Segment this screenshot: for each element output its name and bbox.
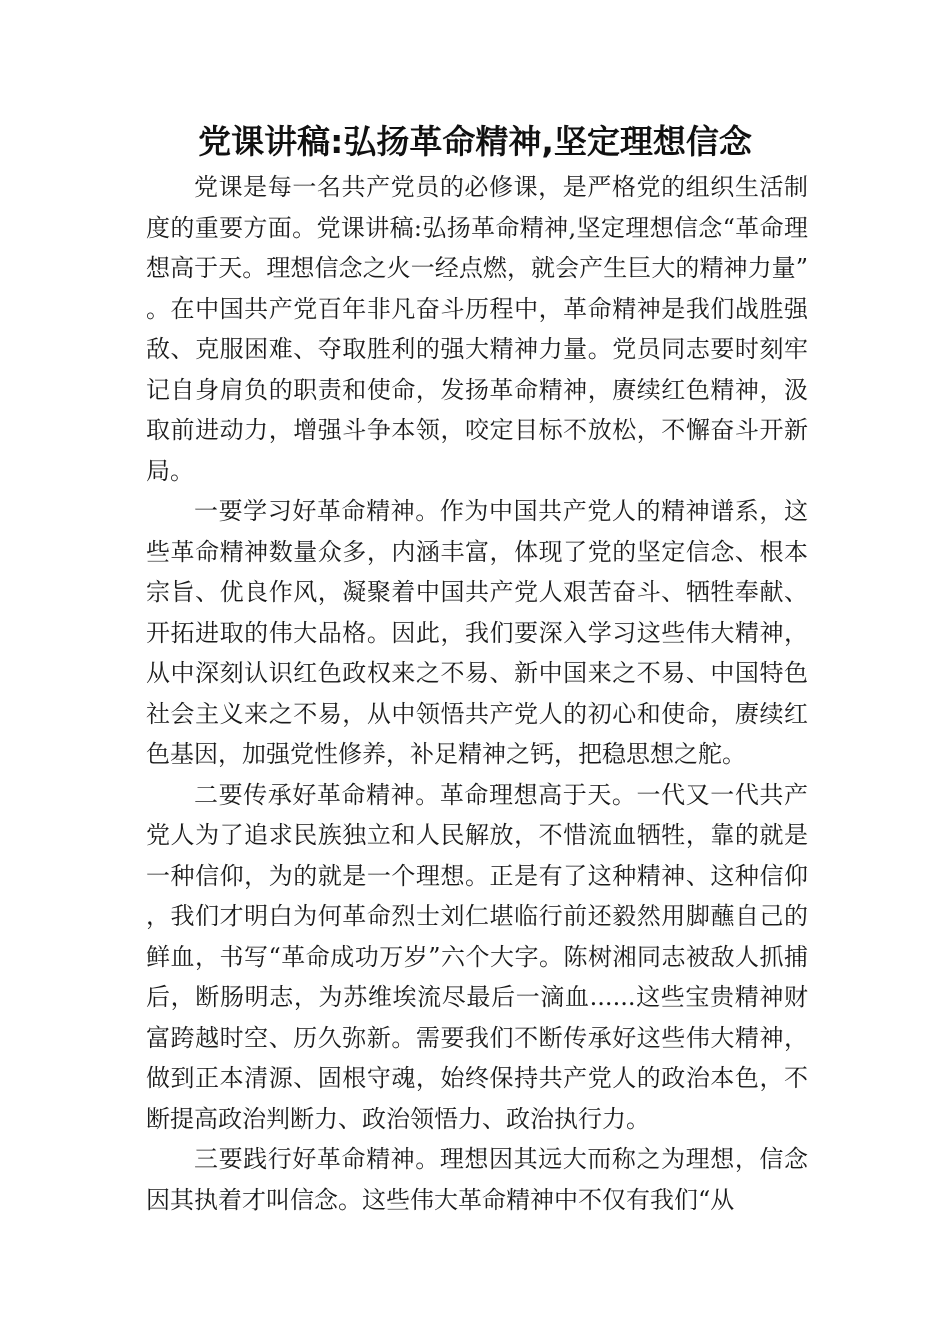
document-title: 党课讲稿:弘扬革命精神,坚定理想信念 (198, 122, 752, 161)
paragraph-inherit: 二要传承好革命精神。革命理想高于天。一代又一代共产党人为了追求民族独立和人民解放，不惜流血牺牲，靠的就是一种信仰，为的就是一个理想。正是有了这种精神、这种信仰，我们才明白为何革命烈士刘仁堪临行前还毅然用脚蘸自己的鲜血，书写“革命成功万岁”六个大字。陈树湘同志被敌人抓捕后，断肠明志，为苏维埃流尽最后一滴血......这些宝贵精神财富跨越时空、历久弥新。需要我们不断传承好这些伟大精神，做到正本清源、固根守魂，始终保持共产党人的政治本色，不断提高政治判断力、政治领悟力、政治执行力。 (146, 780, 808, 1133)
paragraph-intro: 党课是每一名共产党员的必修课，是严格党的组织生活制度的重要方面。党课讲稿:弘扬革命精神,坚定理想信念“革命理想高于天。理想信念之火一经点燃，就会产生巨大的精神力量”。在中国共产党百年非凡奋斗历程中，革命精神是我们战胜强敌、克服困难、夺取胜利的强大精神力量。党员同志要时刻牢记自身肩负的职责和使命，发扬革命精神，赓续红色精神，汲取前进动力，增强斗争本领，咬定目标不放松，不懈奋斗开新局。 (146, 173, 808, 485)
paragraph-practice: 三要践行好革命精神。理想因其远大而称之为理想，信念因其执着才叫信念。这些伟大革命精神中不仅有我们“从 (146, 1145, 808, 1214)
paragraph-learn: 一要学习好革命精神。作为中国共产党人的精神谱系，这些革命精神数量众多，内涵丰富，体现了党的坚定信念、根本宗旨、优良作风，凝聚着中国共产党人艰苦奋斗、牺牲奉献、开拓进取的伟大品格。因此，我们要深入学习这些伟大精神，从中深刻认识红色政权来之不易、新中国来之不易、中国特色社会主义来之不易，从中领悟共产党人的初心和使命，赓续红色基因，加强党性修养，补足精神之钙，把稳思想之舵。 (146, 497, 808, 768)
document-body (146, 167, 808, 1220)
